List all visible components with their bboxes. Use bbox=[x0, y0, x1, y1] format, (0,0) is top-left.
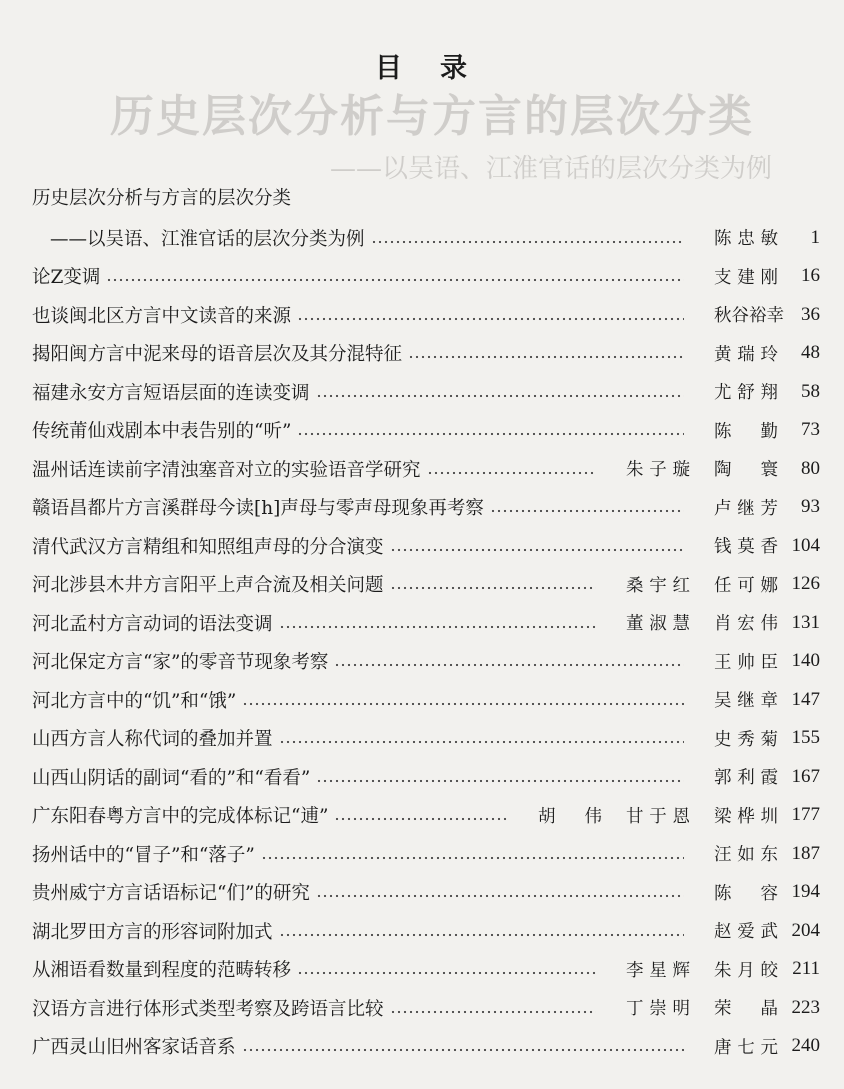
toc-entry[interactable] bbox=[32, 719, 820, 758]
page-number: 80 bbox=[801, 457, 820, 479]
page-number: 194 bbox=[791, 881, 820, 903]
author-name: 黄瑞玲 bbox=[714, 344, 778, 365]
author-name: 赵爱武 bbox=[714, 922, 778, 943]
toc-entry[interactable] bbox=[32, 681, 820, 720]
dot-leader bbox=[316, 887, 684, 906]
toc-entry[interactable] bbox=[32, 450, 820, 489]
author-name: 朱月皎 bbox=[714, 960, 778, 981]
toc-entry-authors bbox=[690, 341, 778, 366]
toc-entry-authors bbox=[690, 841, 778, 866]
toc-entry-title: 论Z变调 bbox=[32, 267, 101, 289]
author-name: 吴继章 bbox=[714, 691, 778, 712]
author-name: 李星辉 bbox=[626, 960, 690, 981]
toc-entry[interactable] bbox=[32, 989, 820, 1028]
toc-entry-title: 广东阳春粤方言中的完成体标记“逋” bbox=[32, 806, 329, 828]
toc-entry[interactable] bbox=[32, 912, 820, 951]
toc-entry[interactable] bbox=[32, 1027, 820, 1066]
author-name: 陶寰 bbox=[714, 460, 778, 481]
toc-entry-authors bbox=[602, 957, 778, 982]
toc-entry-title: ——以吴语、江淮官话的层次分类为例 bbox=[50, 228, 365, 250]
page-title bbox=[0, 46, 844, 85]
author-name: 陈忠敏 bbox=[714, 229, 778, 250]
toc-entry-title: 清代武汉方言精组和知照组声母的分合演变 bbox=[32, 536, 384, 558]
toc-entry-authors bbox=[602, 610, 778, 635]
author-name: 陈勤 bbox=[714, 421, 778, 442]
toc-entry-title: 河北涉县木井方言阳平上声合流及相关问题 bbox=[32, 575, 384, 597]
author-name: 桑宇红 bbox=[626, 575, 690, 596]
page-number: 211 bbox=[792, 958, 820, 980]
dot-leader bbox=[427, 464, 596, 483]
author-name: 秋谷裕幸 bbox=[714, 306, 784, 327]
toc-entry-title: 河北孟村方言动词的语法变调 bbox=[32, 613, 273, 635]
toc-entry-authors bbox=[690, 1034, 778, 1059]
toc-entry-title: 广西灵山旧州客家话音系 bbox=[32, 1037, 236, 1059]
dot-leader bbox=[261, 849, 684, 868]
page-number: 104 bbox=[791, 534, 820, 556]
dot-leader bbox=[490, 502, 684, 521]
toc-entry[interactable] bbox=[32, 373, 820, 412]
toc-entry[interactable] bbox=[32, 296, 820, 335]
toc-entry-title: 山西山阴话的副词“看的”和“看看” bbox=[32, 767, 311, 789]
toc-entry-title: 山西方言人称代词的叠加并置 bbox=[32, 729, 273, 751]
dot-leader bbox=[390, 1003, 596, 1022]
page-number: 58 bbox=[801, 380, 820, 402]
toc-entry-title: 汉语方言进行体形式类型考察及跨语言比较 bbox=[32, 998, 384, 1020]
dot-leader bbox=[297, 425, 684, 444]
author-name: 钱莫香 bbox=[714, 537, 778, 558]
author-name: 唐七元 bbox=[714, 1037, 778, 1058]
toc-entry-authors bbox=[690, 687, 778, 712]
toc-entry-authors bbox=[602, 572, 778, 597]
toc-entry[interactable] bbox=[32, 642, 820, 681]
toc-entry-authors bbox=[690, 880, 778, 905]
page-number: 240 bbox=[791, 1035, 820, 1057]
toc-entry[interactable] bbox=[32, 950, 820, 989]
dot-leader bbox=[390, 541, 684, 560]
toc-entry-authors bbox=[690, 918, 778, 943]
dot-leader bbox=[279, 926, 684, 945]
toc-entry[interactable] bbox=[32, 604, 820, 643]
toc-entry[interactable] bbox=[32, 219, 820, 258]
toc-entry-authors bbox=[690, 225, 778, 250]
toc-entry[interactable] bbox=[32, 873, 820, 912]
page-number: 187 bbox=[791, 842, 820, 864]
toc-entry-title: 福建永安方言短语层面的连读变调 bbox=[32, 382, 310, 404]
toc-entry-title: 从湘语看数量到程度的范畴转移 bbox=[32, 960, 292, 982]
toc-entry-title: 传统莆仙戏剧本中表告别的“听” bbox=[32, 421, 292, 443]
page-number: 147 bbox=[791, 688, 820, 710]
toc-entry-authors bbox=[690, 302, 784, 327]
toc-entry-authors bbox=[690, 264, 778, 289]
author-name: 史秀菊 bbox=[714, 729, 778, 750]
page-number: 177 bbox=[791, 804, 820, 826]
author-name: 任可娜 bbox=[714, 575, 778, 596]
dot-leader bbox=[242, 1041, 684, 1060]
page-number: 126 bbox=[791, 573, 820, 595]
toc-heading-title[interactable]: 历史层次分析与方言的层次分类 bbox=[32, 188, 292, 209]
page-number: 16 bbox=[801, 265, 820, 287]
page-number: 48 bbox=[801, 342, 820, 364]
toc-entry[interactable] bbox=[32, 488, 820, 527]
dot-leader bbox=[106, 271, 684, 290]
author-name: 尤舒翔 bbox=[714, 383, 778, 404]
toc-entry-authors bbox=[602, 456, 778, 481]
toc-entry-title: 赣语昌都片方言溪群母今读[h]声母与零声母现象再考察 bbox=[32, 498, 484, 520]
author-name: 梁桦圳 bbox=[714, 806, 778, 827]
dot-leader bbox=[316, 387, 684, 406]
toc-entry-title: 河北方言中的“饥”和“饿” bbox=[32, 690, 237, 712]
page-number: 140 bbox=[791, 650, 820, 672]
dot-leader bbox=[390, 579, 596, 598]
page-number: 1 bbox=[810, 226, 820, 248]
author-name: 卢继芳 bbox=[714, 498, 778, 519]
toc-entry[interactable] bbox=[32, 411, 820, 450]
toc-entry-authors bbox=[514, 803, 778, 828]
page-number: 204 bbox=[791, 919, 820, 941]
author-name: 董淑慧 bbox=[626, 614, 690, 635]
background-ghost-subtitle: ——以吴语、江淮官话的层次分类为例 bbox=[330, 154, 773, 184]
author-name: 汪如东 bbox=[714, 845, 778, 866]
page-number: 36 bbox=[801, 303, 820, 325]
page-title-char-2: 录 bbox=[440, 53, 469, 84]
author-name: 肖宏伟 bbox=[714, 614, 778, 635]
toc-entry[interactable] bbox=[32, 835, 820, 874]
page-title-char-1: 目 bbox=[375, 53, 404, 84]
author-name: 胡伟 bbox=[538, 806, 602, 827]
toc-entry[interactable] bbox=[32, 257, 820, 296]
author-name: 甘于恩 bbox=[626, 806, 690, 827]
dot-leader bbox=[408, 348, 684, 367]
author-name: 王帅臣 bbox=[714, 652, 778, 673]
page-number: 131 bbox=[791, 611, 820, 633]
toc-entry[interactable] bbox=[32, 758, 820, 797]
toc-entry-title: 河北保定方言“家”的零音节现象考察 bbox=[32, 652, 329, 674]
toc-entry-authors bbox=[690, 726, 778, 751]
toc-entry-authors bbox=[690, 533, 778, 558]
page-number: 93 bbox=[801, 496, 820, 518]
toc-entry[interactable] bbox=[32, 796, 820, 835]
page-number: 155 bbox=[791, 727, 820, 749]
dot-leader bbox=[371, 233, 684, 252]
toc-entry-authors bbox=[602, 995, 778, 1020]
toc-entry-title: 扬州话中的“冒子”和“落子” bbox=[32, 844, 255, 866]
toc-entry-authors bbox=[690, 418, 778, 443]
dot-leader bbox=[242, 695, 684, 714]
background-ghost-title: 历史层次分析与方言的层次分类 bbox=[110, 91, 754, 142]
toc-entry-title: 湖北罗田方言的形容词附加式 bbox=[32, 921, 273, 943]
toc-entry-title: 温州话连读前字清浊塞音对立的实验语音学研究 bbox=[32, 459, 421, 481]
dot-leader bbox=[279, 733, 684, 752]
toc-entry[interactable] bbox=[32, 565, 820, 604]
dot-leader bbox=[316, 772, 684, 791]
dot-leader bbox=[297, 964, 596, 983]
page-number: 167 bbox=[791, 765, 820, 787]
toc-entry-authors bbox=[690, 495, 778, 520]
author-name: 陈容 bbox=[714, 883, 778, 904]
dot-leader bbox=[297, 310, 684, 329]
author-name: 荣晶 bbox=[714, 999, 778, 1020]
author-name: 丁崇明 bbox=[626, 999, 690, 1020]
toc-entry-authors bbox=[690, 649, 778, 674]
author-name: 郭利霞 bbox=[714, 768, 778, 789]
author-name: 朱子璇 bbox=[626, 460, 690, 481]
toc-entry-title: 也谈闽北区方言中文读音的来源 bbox=[32, 305, 292, 327]
dot-leader bbox=[279, 618, 596, 637]
author-name: 支建刚 bbox=[714, 267, 778, 288]
page-number: 73 bbox=[801, 419, 820, 441]
toc-entry-authors bbox=[690, 764, 778, 789]
toc-entry[interactable] bbox=[32, 527, 820, 566]
page-number: 223 bbox=[791, 996, 820, 1018]
table-of-contents bbox=[32, 180, 820, 1066]
toc-entry-title: 揭阳闽方言中泥来母的语音层次及其分混特征 bbox=[32, 344, 403, 366]
toc-entry[interactable] bbox=[32, 334, 820, 373]
toc-entry-title: 贵州威宁方言话语标记“们”的研究 bbox=[32, 883, 310, 905]
toc-entry-authors bbox=[690, 379, 778, 404]
dot-leader bbox=[334, 656, 684, 675]
dot-leader bbox=[334, 810, 508, 829]
